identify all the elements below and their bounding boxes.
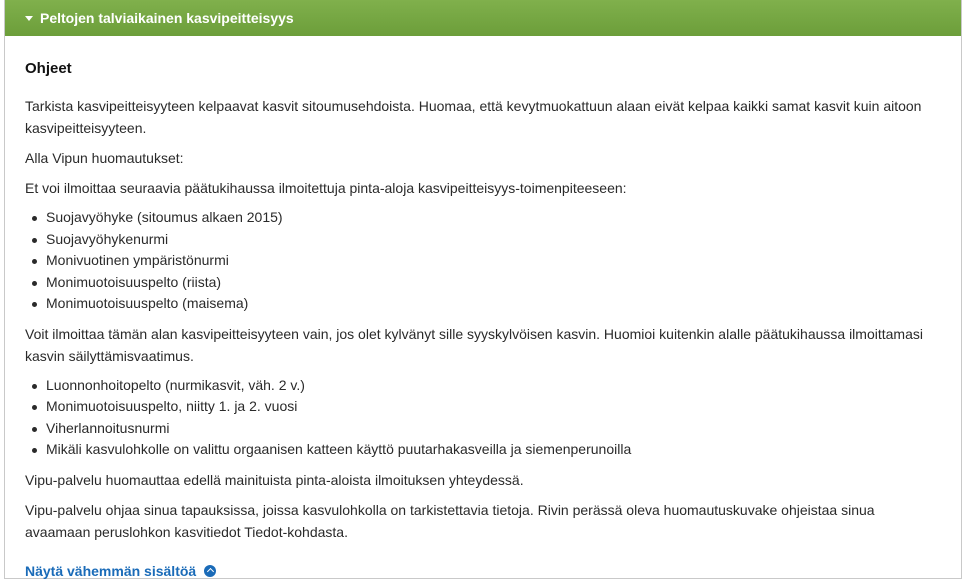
list-item: Monivuotinen ympäristönurmi [25,250,941,272]
list-item: Viherlannoitusnurmi [25,418,941,440]
show-less-link[interactable] [25,563,216,579]
list-item: Suojavyöhyke (sitoumus alkaen 2015) [25,207,941,229]
list-item: Mikäli kasvulohkolle on valittu orgaanisen katteen käyttö puutarhakasveilla ja siemenperunoilla [25,439,941,461]
accordion-title: Peltojen talviaikainen kasvipeitteisyys [40,10,294,26]
accordion-panel [4,0,962,579]
chevron-up-circle-icon[interactable] [204,565,216,577]
instructions-paragraph: Vipu-palvelu ohjaa sinua tapauksissa, joissa kasvulohkolla on tarkistettavia tietoja. Rivin perässä oleva huomautuskuvake ohjeistaa sinua avaamaan peruslohkon kasvitiedot Tiedot-kohdasta. [25,501,875,540]
excluded-areas-list [25,207,941,315]
show-less-label[interactable]: Näytä vähemmän sisältöä [25,562,197,579]
list-item: Monimuotoisuuspelto, niitty 1. ja 2. vuosi [25,396,941,418]
list-item: Monimuotoisuuspelto (maisema) [25,293,941,315]
list-item: Suojavyöhykenurmi [25,229,941,251]
instructions-paragraph: Tarkista kasvipeitteisyyteen kelpaavat kasvit sitoumusehdoista. Huomaa, että kevytmuokattuun alaan eivät kelpaa kaikki samat kasvit kuin aitoon kasvipeitteisyyteen. [25,98,922,136]
instructions-paragraph: Voit ilmoittaa tämän alan kasvipeitteisyyteen vain, jos olet kylvänyt sille syyskylvöisen kasvin. Huomioi kuitenkin alalle päätukihaussa ilmoittamasi kasvin säilyttämisvaatimus. [25,325,923,364]
instructions-paragraph: Et voi ilmoittaa seuraavia päätukihaussa ilmoitettuja pinta-aloja kasvipeitteisyys-toimenpiteeseen: [25,180,627,196]
conditional-areas-list [25,375,941,461]
instructions-heading: Ohjeet [25,60,72,77]
instructions-paragraph: Vipu-palvelu huomauttaa edellä mainituista pinta-aloista ilmoituksen yhteydessä. [25,471,524,488]
list-item: Monimuotoisuuspelto (riista) [25,272,941,294]
accordion-content [5,36,961,581]
instructions-paragraph: Alla Vipun huomautukset: [25,150,184,166]
list-item: Luonnonhoitopelto (nurmikasvit, väh. 2 v.) [25,375,941,397]
caret-down-icon[interactable] [25,16,33,21]
accordion-header[interactable] [5,0,961,36]
